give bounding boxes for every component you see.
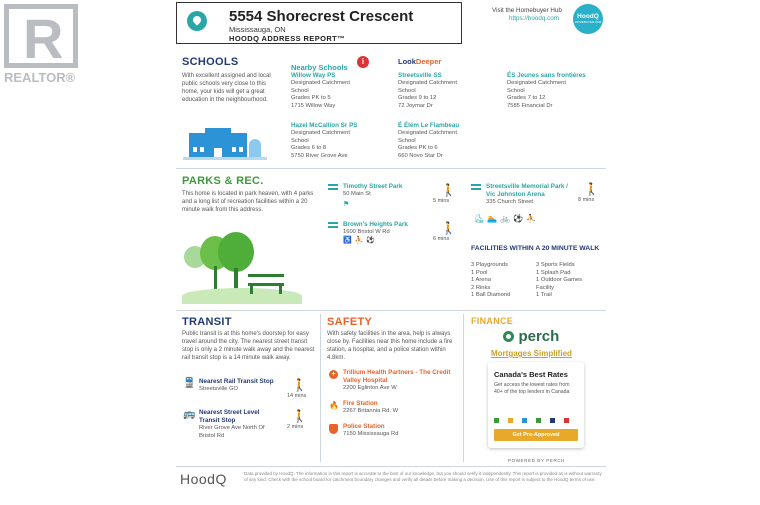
facility-item: 3 Sports Fields [536, 262, 575, 268]
school-item [507, 72, 617, 110]
perch-tagline: Mortgages Simplified [491, 349, 572, 358]
police-icon [329, 424, 338, 434]
school-line: School [291, 87, 309, 94]
park-name[interactable]: Timothy Street Park [343, 183, 403, 190]
perch-icon [503, 331, 514, 342]
park-illustration [182, 232, 302, 304]
location-pin-icon [187, 11, 207, 31]
sports-icons: ⚑ [343, 201, 350, 208]
school-name[interactable]: Hazel McCallion Sr PS [291, 122, 358, 129]
safety-address: 7150 Mississauga Rd [343, 431, 399, 437]
transit-item [199, 409, 281, 440]
walking-icon: 🚶 [441, 183, 456, 197]
school-line: Designated Catchment [507, 80, 566, 86]
school-line: 7585 Financial Dr [507, 102, 553, 109]
school-item [398, 72, 498, 110]
school-line: Designated Catchment [291, 130, 350, 136]
walk-time: 14 mins [287, 393, 307, 399]
safety-item [343, 400, 455, 416]
bench-icon [328, 222, 338, 228]
address-title: 5554 Shorecrest Crescent [229, 8, 414, 25]
perch-brand: perch [518, 328, 560, 345]
rates-card [488, 362, 584, 448]
bench-icon [328, 184, 338, 190]
school-line: Designated Catchment [398, 80, 457, 86]
park-address: 1600 Bristol W Rd [343, 229, 390, 235]
school-line: Designated Catchment [398, 130, 457, 136]
walking-icon: 🚶 [292, 409, 307, 423]
school-line: School [291, 137, 309, 144]
card-title: Canada's Best Rates [494, 370, 568, 379]
school-line: 72 Joymar Dr [398, 102, 433, 109]
divider [463, 314, 464, 462]
pre-approved-button[interactable]: Get Pre-Approved [494, 429, 578, 441]
card-text: Get access the lowest rates from 40+ of the top lenders in Canada [494, 382, 570, 395]
facilities-title: FACILITIES WITHIN A 20 MINUTE WALK [471, 245, 600, 252]
school-line: Designated Catchment [291, 80, 350, 86]
hub-badge[interactable] [573, 4, 603, 34]
school-name[interactable]: Willow Way PS [291, 72, 336, 79]
realtor-logo [4, 4, 80, 86]
hub-badge-sub: HOMEBUYER HUB [574, 20, 602, 24]
parks-title: PARKS & REC. [182, 175, 264, 187]
divider [320, 314, 321, 462]
hospital-icon: + [329, 370, 338, 379]
hoodq-logo: HoodQ [180, 471, 227, 487]
facilities-right [536, 262, 606, 300]
sports-icons: ⛸🏊🚲⚽⛹ [474, 214, 539, 223]
divider [176, 310, 606, 311]
fire-icon: 🔥 [329, 401, 339, 410]
school-building-icon [183, 126, 267, 160]
lookdeeper-look: Look [398, 57, 416, 66]
school-name[interactable]: ÉS Jeunes sans frontières [507, 72, 586, 79]
school-line: 1715 Willow Way [291, 102, 336, 109]
hub-link[interactable]: https://hoodq.com [509, 15, 560, 22]
powered-by: POWERED BY PERCH [508, 458, 566, 463]
school-line: 5750 River Grove Ave [291, 152, 348, 159]
sports-icons: ♿⛹⚽ [343, 237, 379, 244]
facilities-left [471, 262, 533, 300]
park-address: 335 Church Street [486, 199, 534, 205]
transit-description: Public transit is at this home's doorstep for easy travel around the city. The nearest street transit stop is only a 2 minute walk away and the nearest rail transit stop is a 14 minute walk away. [182, 331, 315, 361]
facility-item: 1 Ball Diamond [471, 292, 511, 299]
parks-description: This home is located in park heaven, with 4 parks and a long list of recreation facilities within a 20 minute walk from this address. [182, 191, 314, 213]
park-item [486, 183, 576, 207]
facility-item: 3 Playgrounds [471, 262, 509, 268]
hub-badge-label: HoodQ [577, 13, 599, 20]
safety-title: SAFETY [327, 316, 373, 328]
safety-address: 2200 Eglinton Ave W [343, 385, 397, 391]
lookdeeper-deeper: Deeper [415, 57, 442, 66]
transit-title: TRANSIT [182, 316, 232, 328]
park-address: 50 Main St [343, 191, 371, 197]
school-line: School [507, 87, 525, 94]
safety-name[interactable]: Trillium Health Partners - The Credit Valley Hospital [343, 369, 451, 384]
walk-time: 6 mins [433, 236, 450, 242]
transit-name[interactable]: Nearest Rail Transit Stop [199, 378, 274, 385]
safety-address: 2267 Britannia Rd. W [343, 408, 399, 414]
tree-icon [218, 232, 254, 272]
facility-item: Facility [536, 284, 555, 291]
school-line: School [398, 87, 416, 94]
realtor-r-icon: R [4, 4, 78, 68]
schools-description: With excellent assigned and local public schools very close to this home, your kids will get a great education in the neighbourhood. [182, 73, 271, 103]
school-line: Grades PK to 6 [398, 145, 438, 152]
school-line: Grades PK to 5 [291, 95, 331, 102]
footer-disclaimer: Data provided by HoodQ. The information in this report is accurate to the best of our knowledge, but you should verify it independently. This report is provided as is without warranty of any kind. Check with the school board for catchment boundary changes and verify all details before making a decision. Use of this report is subject to the HoodQ terms of use. [244, 471, 602, 482]
facility-item: 1 Splash Pad [536, 269, 571, 276]
address-box [176, 2, 462, 44]
safety-name[interactable]: Police Station [343, 423, 385, 430]
schools-title: SCHOOLS [182, 56, 239, 68]
facility-item: 1 Outdoor Games [536, 277, 583, 284]
facility-item: 1 Pool [471, 269, 488, 276]
school-item [291, 122, 391, 160]
school-line: 660 Novo Star Dr [398, 152, 443, 159]
transit-name[interactable]: Nearest Street Level Transit Stop [199, 409, 260, 424]
nearby-schools-label: Nearby Schools [291, 63, 348, 72]
park-name[interactable]: Brown's Heights Park [343, 221, 408, 228]
transit-item [199, 378, 277, 394]
school-line: School [398, 137, 416, 144]
finance-title: FINANCE [471, 316, 514, 326]
walking-icon: 🚶 [584, 182, 599, 196]
walking-icon: 🚶 [292, 378, 307, 392]
address-city: Mississauga, ON [229, 25, 286, 34]
hub-label: Visit the Homebuyer Hub [492, 7, 562, 14]
bus-icon: 🚌 [183, 409, 196, 420]
school-line: Grades 9 to 12 [398, 95, 437, 102]
school-line: Grades 7 to 12 [507, 95, 546, 102]
perch-logo[interactable] [503, 328, 559, 346]
divider [176, 168, 606, 169]
walk-time: 2 mins [287, 424, 304, 430]
school-name[interactable]: É Élém Le Flambeau [398, 122, 460, 129]
facility-item: 1 Arena [471, 277, 491, 284]
park-item [343, 221, 443, 237]
walk-time: 5 mins [433, 198, 450, 204]
info-icon[interactable]: i [357, 56, 369, 68]
walking-icon: 🚶 [441, 221, 456, 235]
bench-icon [471, 184, 481, 190]
school-line: Grades 6 to 8 [291, 145, 327, 152]
realtor-label: REALTOR® [4, 70, 76, 85]
school-item [398, 122, 498, 160]
lookdeeper-logo[interactable] [398, 57, 441, 66]
safety-name[interactable]: Fire Station [343, 400, 378, 407]
divider [176, 466, 606, 467]
walk-time: 8 mins [578, 197, 595, 203]
safety-item [343, 369, 455, 393]
park-item [343, 183, 443, 199]
school-item [291, 72, 391, 110]
facility-item: 1 Trail [536, 292, 552, 299]
facility-item: 2 Rinks [471, 284, 491, 291]
bench-icon [248, 274, 284, 286]
school-name[interactable]: Streetsville SS [398, 72, 442, 79]
transit-detail: River Grove Ave North Of Bristol Rd [199, 425, 265, 439]
transit-detail: Streetsville GO [199, 386, 238, 392]
lender-logos [494, 410, 578, 416]
report-label: HOODQ ADDRESS REPORT™ [229, 34, 346, 43]
park-name[interactable]: Streetsville Memorial Park / Vic Johnston Arena [486, 183, 568, 198]
safety-description: With safety facilities in the area, help is always close by. Facilities near this home include a fire station, a hospital, and a police station within 4.8km. [327, 331, 453, 361]
safety-item [343, 423, 455, 439]
train-icon: 🚆 [183, 378, 196, 389]
